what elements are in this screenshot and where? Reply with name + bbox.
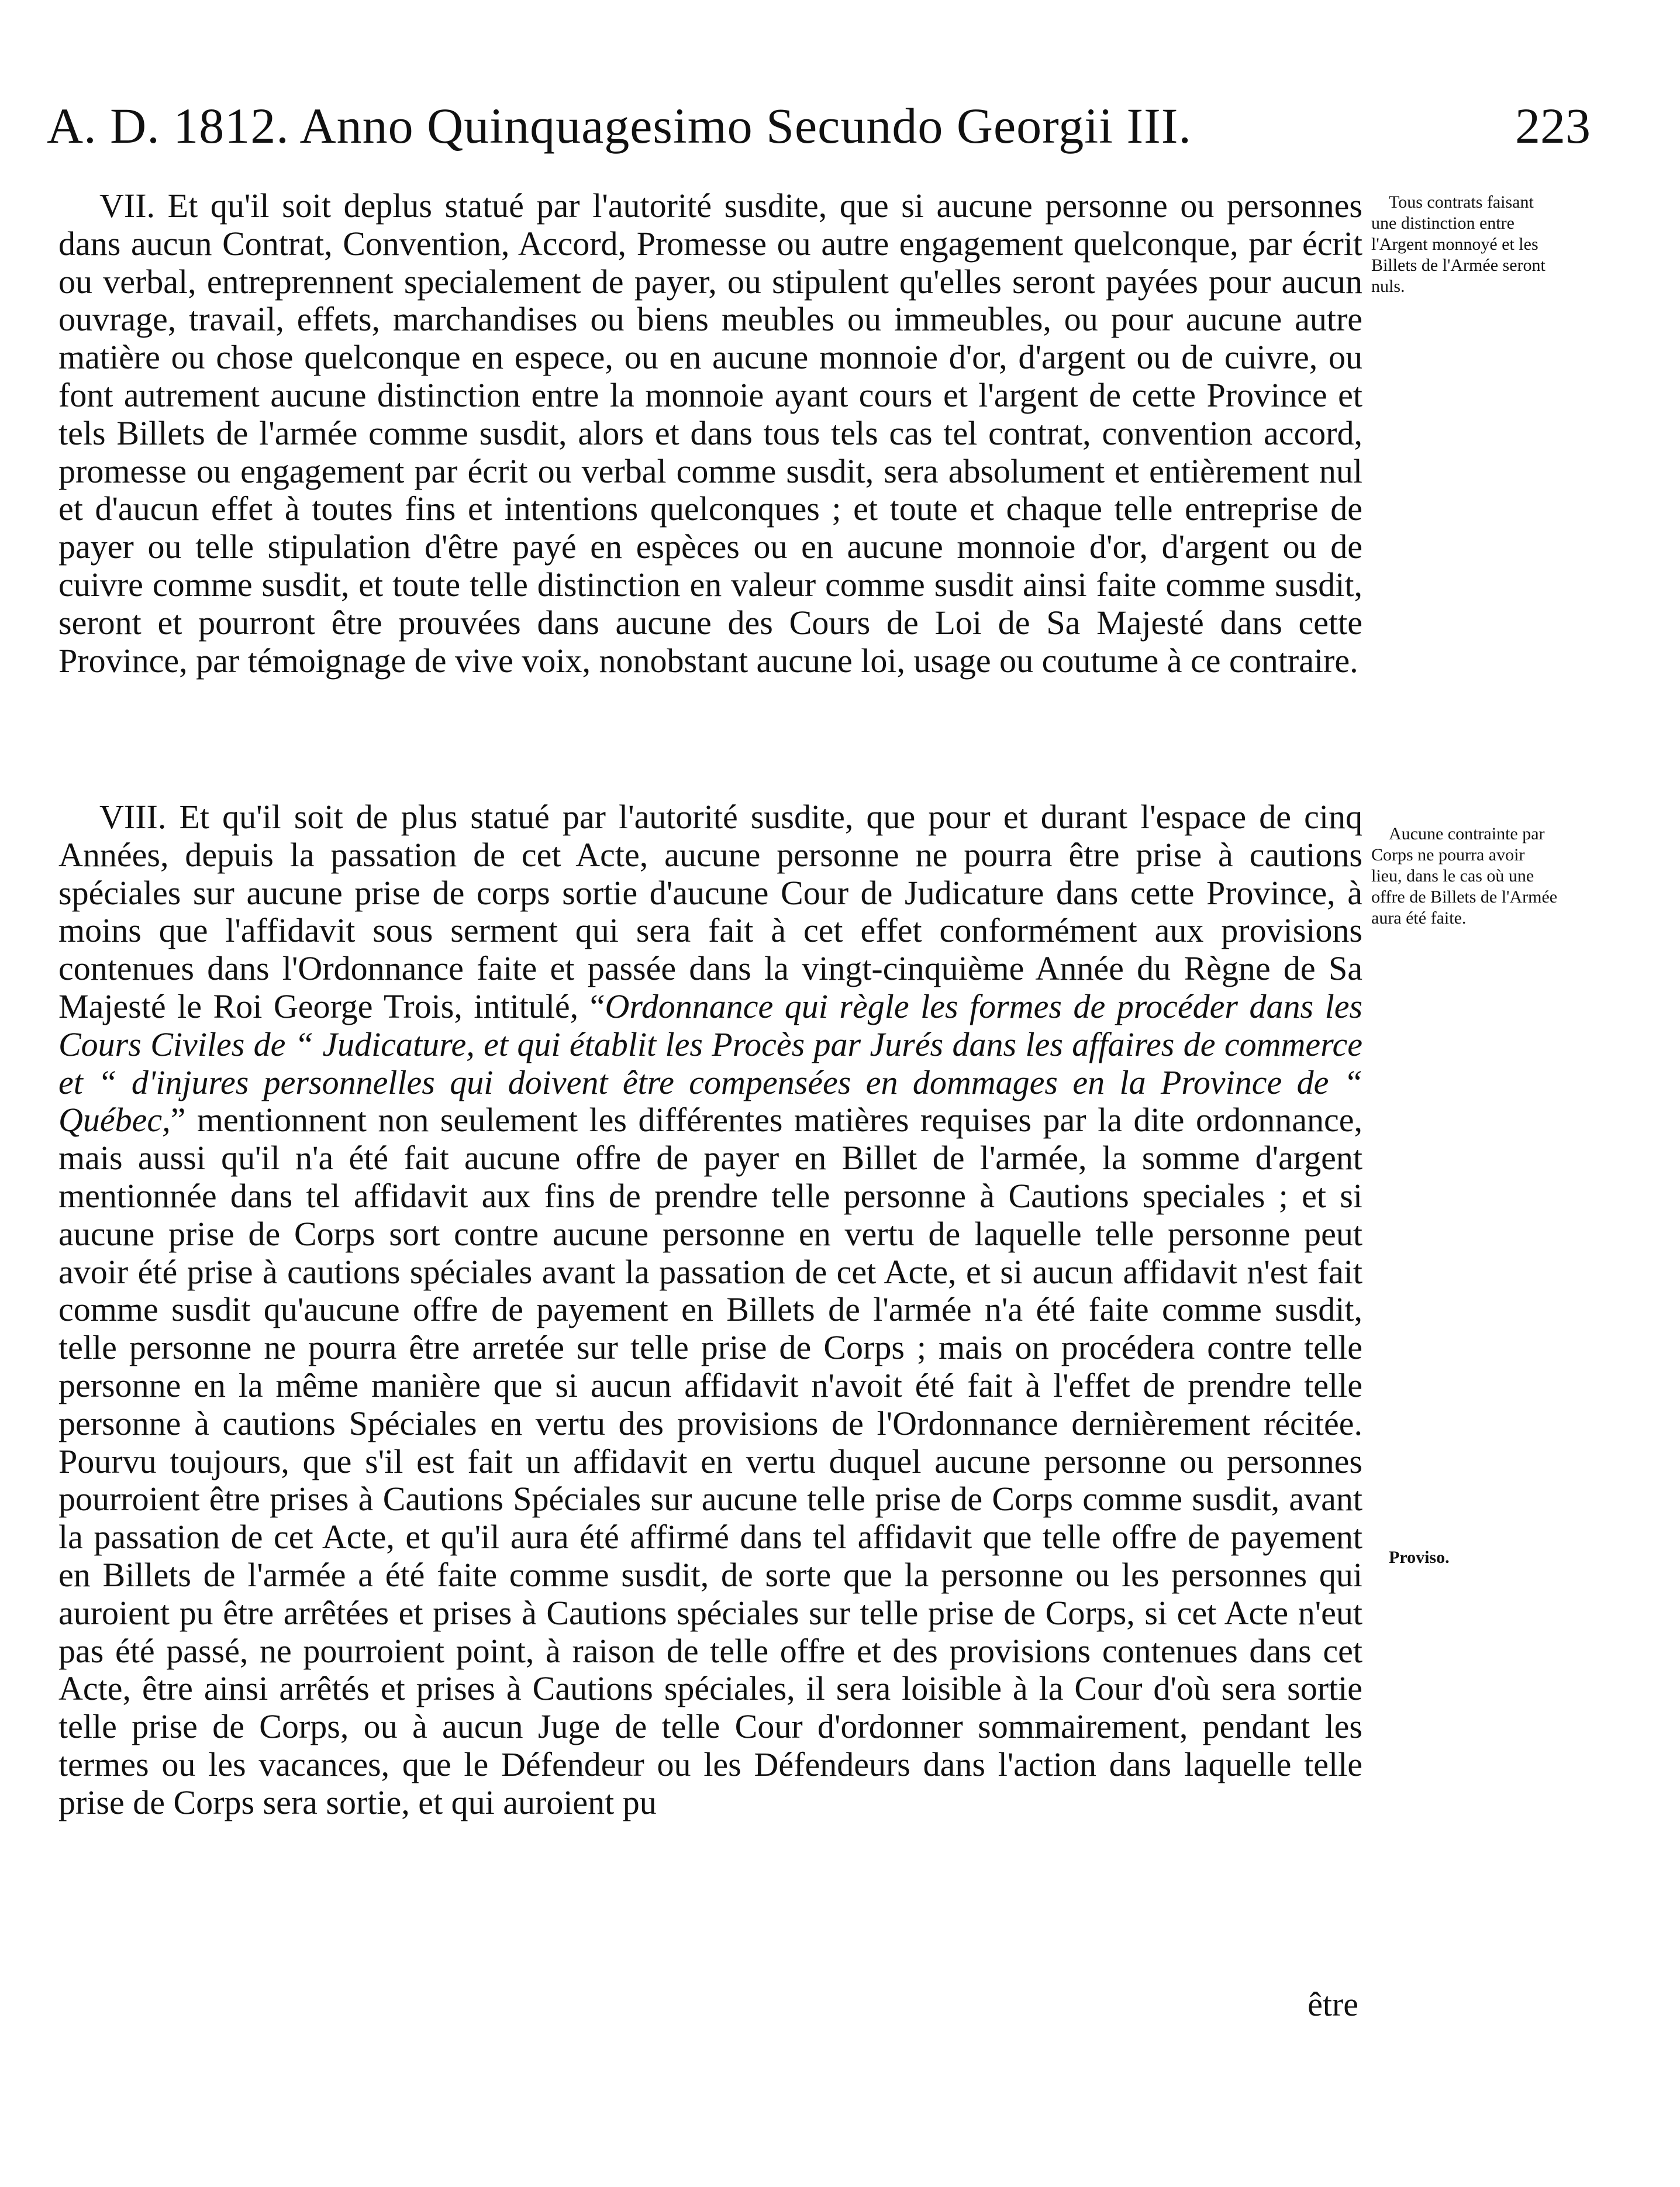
section-vii: [58, 187, 1362, 680]
section-viii-text-after: ” mentionnent non seulement les différentes matières requises par la dite ordonnance, mais aussi qu'il n'a été fait aucune offre de payer en Billet de l'armée, la somme d'argent mentionnée dans tel affidavit aux fins de prendre telle personne à Cautions speciales ; et si aucune prise de Corps sort contre aucune personne en vertu de laquelle telle personne peut avoir été prise à cautions spéciales avant la passation de cet Acte, et si aucun affidavit n'est fait comme susdit qu'aucune offre de payement en Billets de l'armée n'a été faite comme susdit, telle personne ne pourra être arretée sur telle prise de Corps ; mais on procédera contre telle personne en la même manière que si aucun affidavit n'avoit été fait à l'effet de prendre telle personne à cautions Spéciales en vertu des provisions de l'Ordonnance dernièrement récitée. Pourvu toujours, que s'il est fait un affidavit en vertu duquel aucune personne ou personnes pourroient être prises à Cautions Spéciales sur aucune telle prise de Corps comme susdit, avant la passation de cet Acte, et qu'il aura été affirmé dans tel affidavit que telle offre de payement en Billets de l'armée a été faite comme susdit, de sorte que la personne ou les personnes qui auroient pu être arrêtées et prises à Cautions spéciales sur telle prise de Corps, si cet Acte n'eut pas été passé, ne pourroient point, à raison de telle offre et des provisions contenues dans cet Acte, être ainsi arrêtés et prises à Cautions spéciales, il sera loisible à la Cour d'où sera sortie telle prise de Corps, ou à aucun Juge de telle Cour d'ordonner sommairement, pendant les termes ou les vacances, que le Défendeur ou les Défendeurs dans l'action dans laquelle telle prise de Corps sera sortie, et qui auroient pu: [58, 1101, 1362, 1821]
margin-note-text: Proviso.: [1389, 1548, 1450, 1567]
running-header: [47, 97, 1591, 173]
catchword: être: [1308, 1985, 1358, 2023]
margin-note-contrainte: [1371, 824, 1558, 929]
margin-note-text: Aucune contrainte par Corps ne pourra avoir lieu, dans le cas où une offre de Billets de l'Armée aura été faite.: [1371, 824, 1558, 928]
ordinance-title: Ordonnance qui règle les formes de procéder dans les Cours Civiles de “ Judicature, et qui établit les Procès par Jurés dans les affaires de commerce et “ d'injures personnelles qui doivent être compensées en dommages en la Province de “ Québec,: [58, 987, 1363, 1139]
section-viii-text-before: VIII. Et qu'il soit de plus statué par l'autorité susdite, que pour et durant l'espace de cinq Années, depuis la passation de cet Acte, aucune personne ne pourra être prise à cautions spéciales sur aucune prise de corps sortie d'aucune Cour de Judicature dans cette Province, à moins que l'affidavit sous serment qui sera fait à cet effet conformément aux provisions contenues dans l'Ordonnance faite et passée dans la vingt-cinquième Année du Règne de Sa Majesté le Roi George Trois, intitulé, “: [58, 798, 1362, 1025]
page-number: 223: [1515, 98, 1591, 154]
page-title: A. D. 1812. Anno Quinquagesimo Secundo Georgii III.: [47, 98, 1192, 154]
section-vii-paragraph: VII. Et qu'il soit deplus statué par l'autorité susdite, que si aucune personne ou personnes dans aucun Contrat, Convention, Accord, Promesse ou autre engagement quelconque, par écrit ou verbal, entreprennent specialement de payer, ou stipulent qu'elles seront payées pour aucun ouvrage, travail, effets, marchandises ou biens meubles ou immeubles, ou pour aucune autre matière ou chose quelconque en espece, ou en aucune monnoie d'or, d'argent ou de cuivre, ou font autrement aucune distinction entre la monnoie ayant cours et l'argent de cette Province et tels Billets de l'armée comme susdit, alors et dans tous tels cas tel contrat, convention accord, promesse ou engagement par écrit ou verbal comme susdit, sera absolument et entièrement nul et d'aucun effet à toutes fins et intentions quelconques ; et toute et chaque telle entreprise de payer ou telle stipulation d'être payé en espèces ou en aucune monnoie d'or, d'argent ou de cuivre comme susdit, et toute telle distinction en valeur comme susdit ainsi faite comme susdit, seront et pourront être prouvées dans aucune des Cours de Loi de Sa Majesté dans cette Province, par témoignage de vive voix, nonobstant aucune loi, usage ou coutume à ce contraire.: [58, 187, 1362, 680]
section-viii: [58, 798, 1362, 1822]
margin-note-proviso: [1371, 1547, 1558, 1568]
section-viii-paragraph: [58, 798, 1362, 1822]
margin-note-contracts: [1371, 192, 1558, 297]
margin-note-text: Tous contrats faisant une distinction entre l'Argent monnoyé et les Billets de l'Armée seront nuls.: [1371, 192, 1546, 296]
